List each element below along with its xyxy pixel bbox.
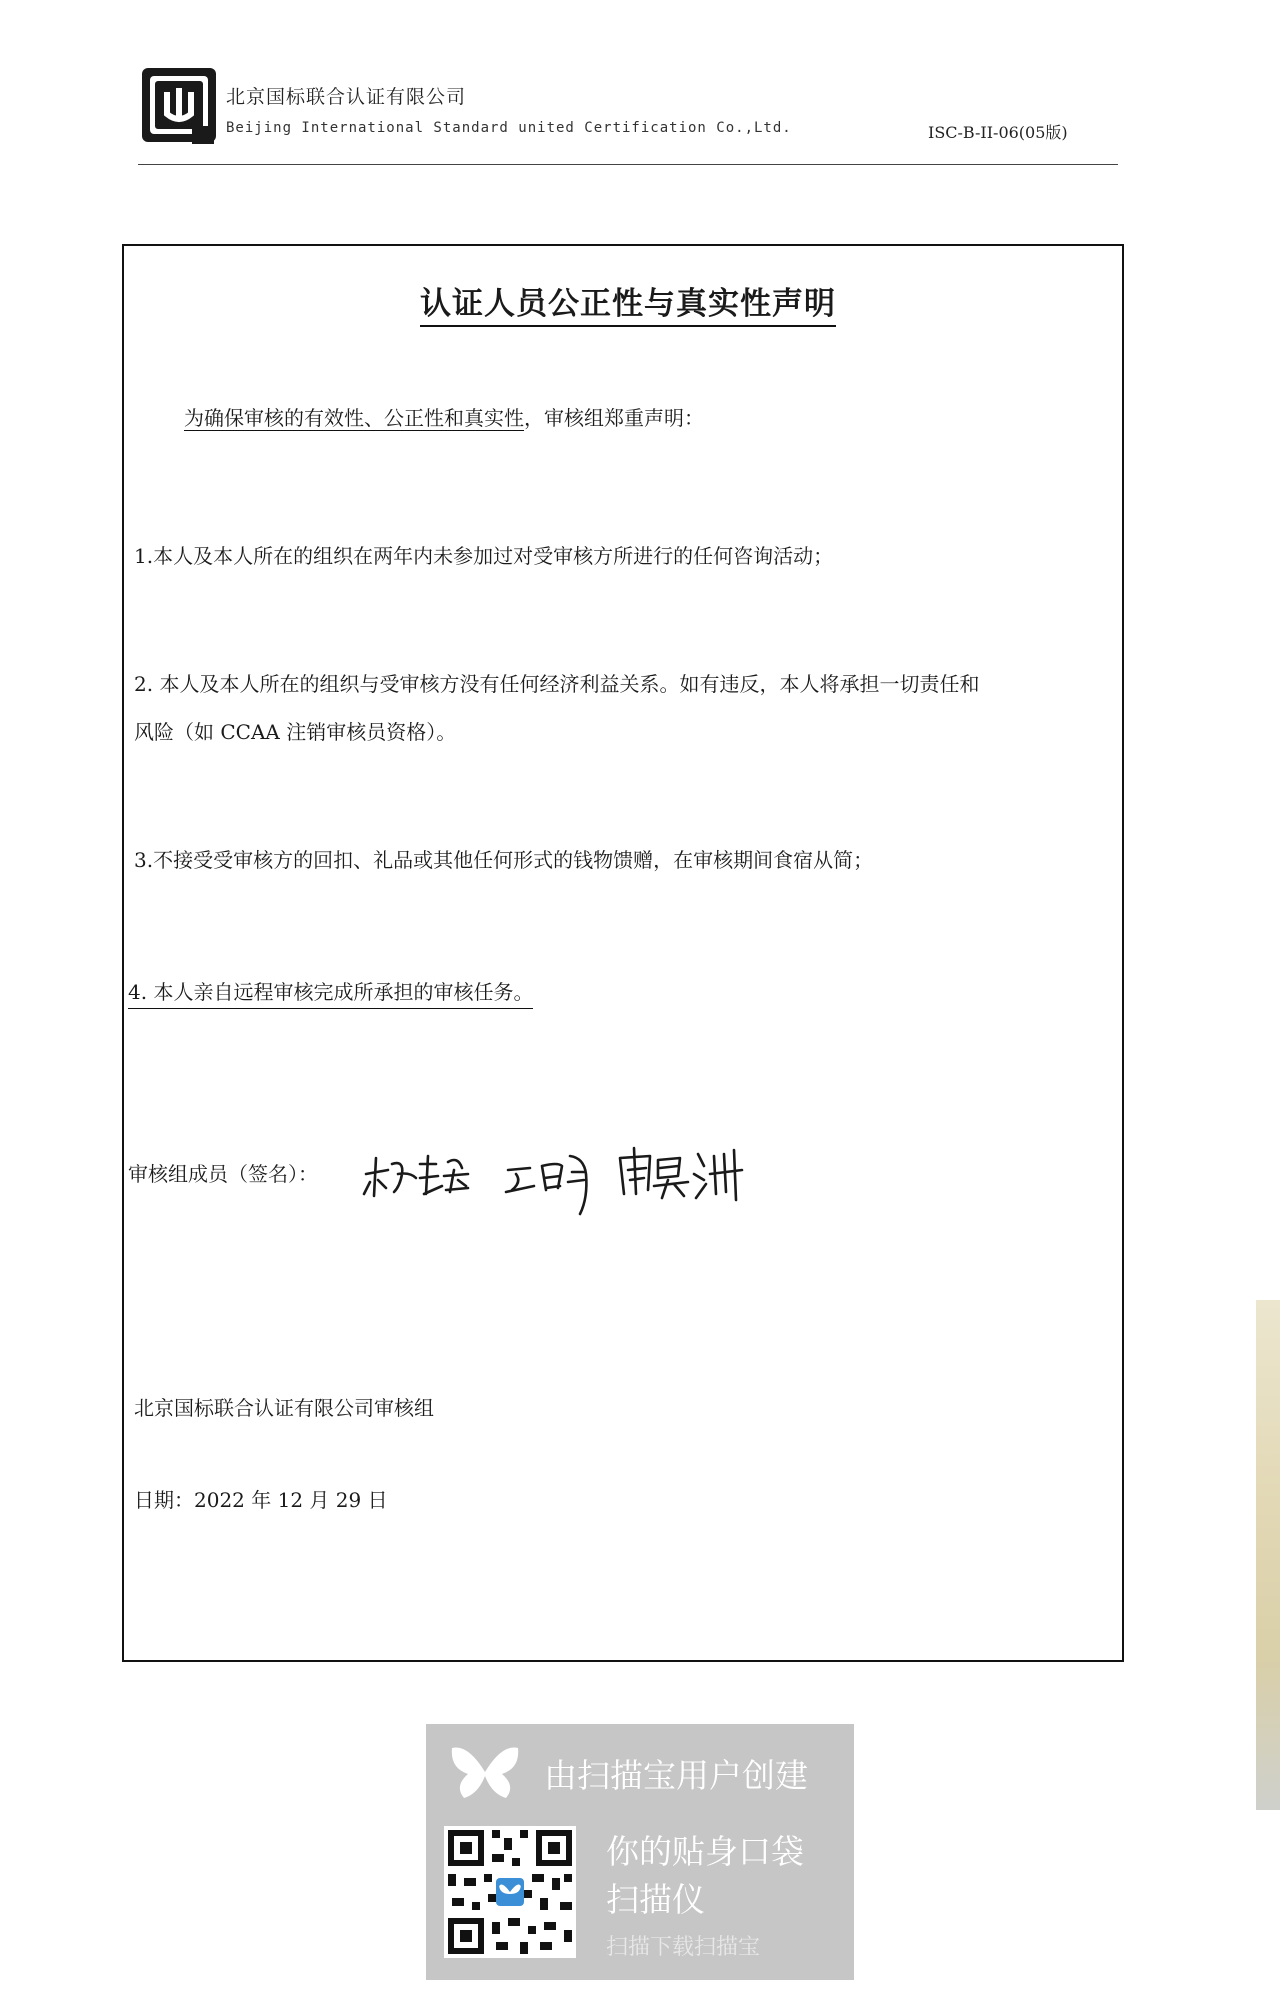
clause-2-line-2: 风险（如 CCAA 注销审核员资格）。 bbox=[134, 720, 457, 744]
intro-rest-text: ，审核组郑重声明： bbox=[524, 406, 704, 430]
butterfly-icon bbox=[448, 1742, 522, 1802]
clause-3: 3.不接受受审核方的回扣、礼品或其他任何形式的钱物馈赠，在审核期间食宿从简； bbox=[134, 848, 874, 872]
watermark-tagline-2: 扫描仪 bbox=[606, 1880, 705, 1919]
intro-underlined-text: 为确保审核的有效性、公正性和真实性 bbox=[184, 406, 524, 430]
watermark-tagline-1: 你的贴身口袋 bbox=[606, 1832, 804, 1871]
header-divider bbox=[138, 164, 1118, 165]
audit-team-org: 北京国标联合认证有限公司审核组 bbox=[134, 1396, 434, 1420]
document-code: ISC-B-II-06(05版) bbox=[928, 123, 1068, 142]
company-name-en: Beijing International Standard united Certification Co.,Ltd. bbox=[226, 120, 792, 136]
watermark-created-by: 由扫描宝用户创建 bbox=[544, 1756, 808, 1795]
signature-2 bbox=[506, 1156, 586, 1214]
clause-2-line-1: 2. 本人及本人所在的组织与受审核方没有任何经济利益关系。如有违反，本人将承担一切责任和 bbox=[134, 672, 980, 696]
statement-frame bbox=[122, 244, 1124, 1662]
clause-4: 4. 本人亲自远程审核完成所承担的审核任务。 bbox=[128, 978, 533, 1009]
document-title: 认证人员公正性与真实性声明 bbox=[420, 278, 836, 327]
certification-logo bbox=[140, 66, 218, 146]
clause-1: 1.本人及本人所在的组织在两年内未参加过对受审核方所进行的任何咨询活动； bbox=[134, 544, 834, 568]
company-name-cn: 北京国标联合认证有限公司 bbox=[226, 86, 467, 108]
paper-edge-background bbox=[1256, 1300, 1280, 1810]
signature-1 bbox=[364, 1156, 468, 1196]
audit-members-label: 审核组成员（签名）： bbox=[128, 1162, 318, 1186]
signature-3 bbox=[620, 1148, 742, 1200]
watermark-download: 扫描下载扫描宝 bbox=[606, 1935, 761, 1960]
qr-code-icon bbox=[444, 1826, 576, 1958]
handwritten-signatures bbox=[358, 1134, 778, 1224]
date-line: 日期：2022 年 12 月 29 日 bbox=[134, 1488, 388, 1512]
intro-paragraph bbox=[184, 404, 704, 432]
